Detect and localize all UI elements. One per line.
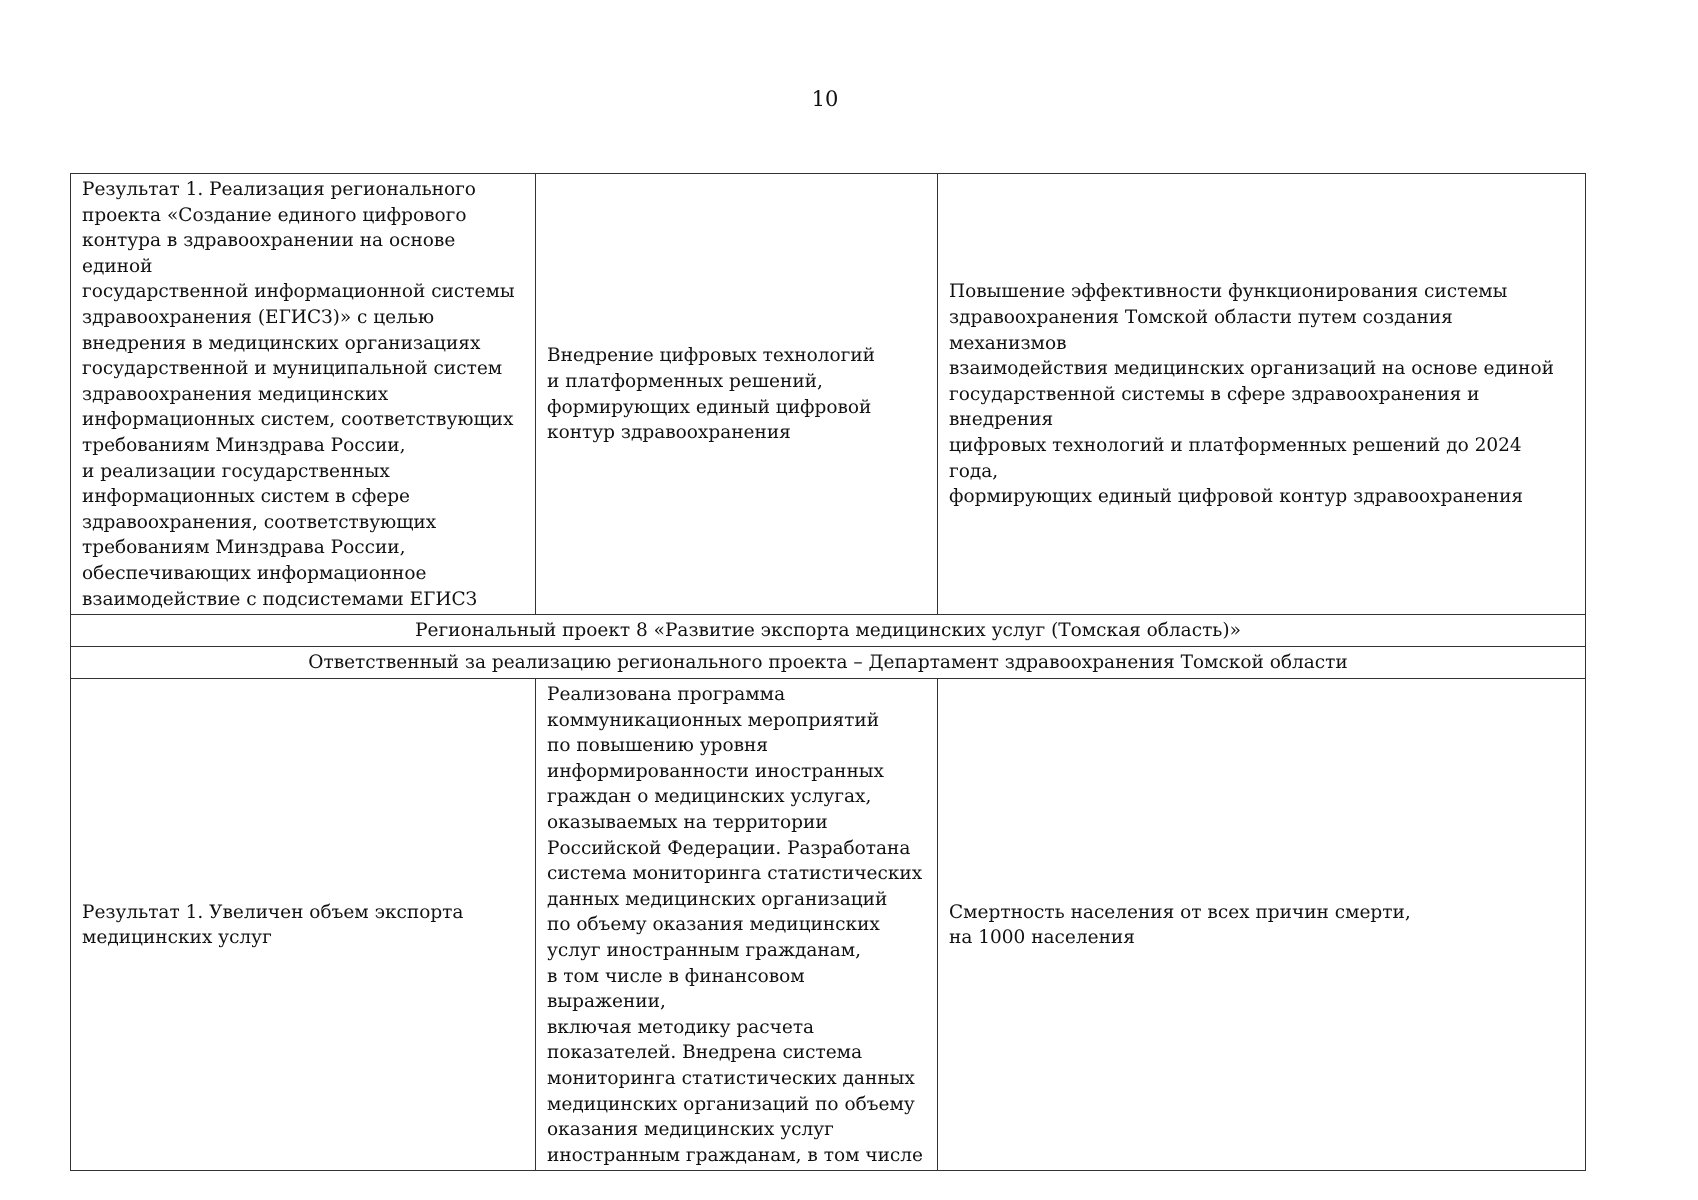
result-cell: Результат 1. Увеличен объем экспорта медицинских услуг xyxy=(71,679,536,1171)
regional-project-title: Региональный проект 8 «Развитие экспорта медицинских услуг (Томская область)» xyxy=(71,615,1586,647)
table-row xyxy=(71,174,1586,615)
table-row xyxy=(71,615,1586,647)
indicator-cell: Повышение эффективности функционирования системы здравоохранения Томской области путем создания механизмов взаимодействия медицинских организаций на основе единой государственной системы в сфере здравоохранения и внедрения цифровых технологий и платформенных решений до 2024 года, формирующих единый цифровой контур здравоохранения xyxy=(938,174,1586,615)
table-row xyxy=(71,647,1586,679)
description-cell: Внедрение цифровых технологий и платформенных решений, формирующих единый цифровой контур здравоохранения xyxy=(536,174,938,615)
page-number: 10 xyxy=(811,87,839,111)
table-row xyxy=(71,679,1586,1171)
results-table xyxy=(70,173,1586,1171)
indicator-cell: Смертность населения от всех причин смерти, на 1000 населения xyxy=(938,679,1586,1171)
responsible-department: Ответственный за реализацию регионального проекта – Департамент здравоохранения Томской области xyxy=(71,647,1586,679)
result-cell: Результат 1. Реализация регионального проекта «Создание единого цифрового контура в здравоохранении на основе единой государственной информационной системы здравоохранения (ЕГИСЗ)» с целью внедрения в медицинских организациях государственной и муниципальной систем здравоохранения медицинских информационных систем, соответствующих требованиям Минздрава России, и реализации государственных информационных систем в сфере здравоохранения, соответствующих требованиям Минздрава России, обеспечивающих информационное взаимодействие с подсистемами ЕГИСЗ xyxy=(71,174,536,615)
description-cell: Реализована программа коммуникационных мероприятий по повышению уровня информированности иностранных граждан о медицинских услугах, оказываемых на территории Российской Федерации. Разработана система мониторинга статистических данных медицинских организаций по объему оказания медицинских услуг иностранным гражданам, в том числе в финансовом выражении, включая методику расчета показателей. Внедрена система мониторинга статистических данных медицинских организаций по объему оказания медицинских услуг иностранным гражданам, в том числе xyxy=(536,679,938,1171)
